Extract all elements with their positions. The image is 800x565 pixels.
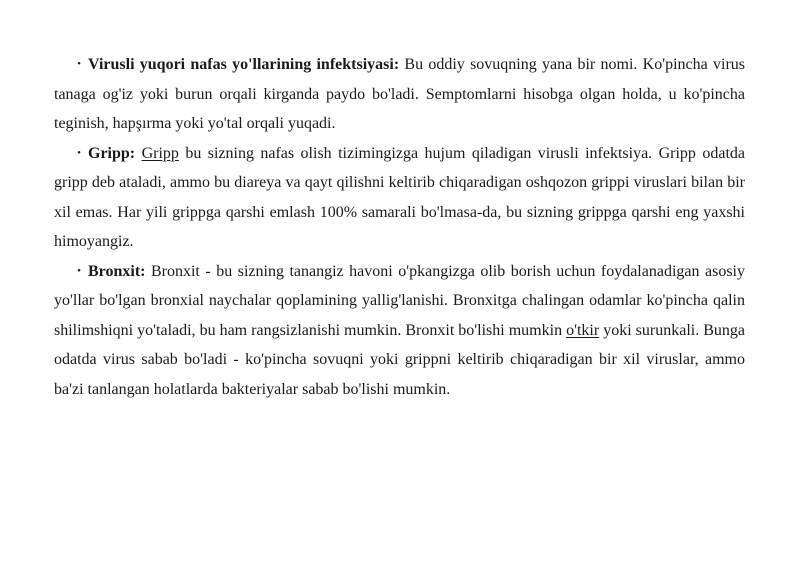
item-text-after: yoki surunkali. Bunga odatda virus sabab bo'ladi - ko'pincha sovuqni yoki grippni keltirib chiqaradigan bir xil viruslar, ammo ba'zi tanlangan holatlarda bakteriyalar sabab bo'lishi mumkin.	[54, 321, 746, 398]
item-text: bu sizning nafas olish tizimingizga hujum qiladigan virusli infektsiya. Gripp odatda gripp deb ataladi, ammo bu diareya va qayt qilishni keltirib chiqaradigan oshqozon grippi viruslari bilan bir xil emas. Har yili grippga qarshi emlash 100% samarali bo'lmasa-da, bu sizning grippga qarshi eng yaxshi himoyangiz.	[54, 144, 746, 250]
gripp-link[interactable]: Gripp	[141, 144, 179, 162]
list-item-virusli	[54, 50, 745, 139]
term-bronxit: Bronxit:	[88, 262, 146, 280]
term-gripp: Gripp:	[88, 144, 136, 162]
otkir-link[interactable]: o'tkir	[566, 321, 600, 339]
bullet: •	[77, 264, 81, 277]
item-text: Bu oddiy sovuqning yana bir nomi. Ko'pincha virus tanaga og'iz yoki burun orqali kirganda paydo bo'ladi. Semptomlarni hisobga olgan holda, u ko'pincha teginish, hapşırma yoki yo'tal orqali yuqadi.	[54, 56, 745, 132]
item-text-before: Bronxit - bu sizning tanangiz havoni o'pkangizga olib borish uchun foydalanadigan asosiy yo'llar bo'lgan bronxial naychalar qoplamining yallig'lanishi. Bronxitga chalingan odamlar ko'pincha qalin shilimshiqni yo'taladi, bu ham rangsizlanishi mumkin. Bronxit bo'lishi mumkin	[54, 262, 745, 339]
bullet: •	[77, 58, 81, 70]
term-virusli: Virusli yuqori nafas yo'llarining infektsiyasi:	[88, 56, 400, 73]
list-item-bronxit	[54, 257, 745, 405]
bullet: •	[77, 146, 81, 159]
list-item-gripp	[54, 139, 745, 257]
document-page	[54, 50, 745, 404]
